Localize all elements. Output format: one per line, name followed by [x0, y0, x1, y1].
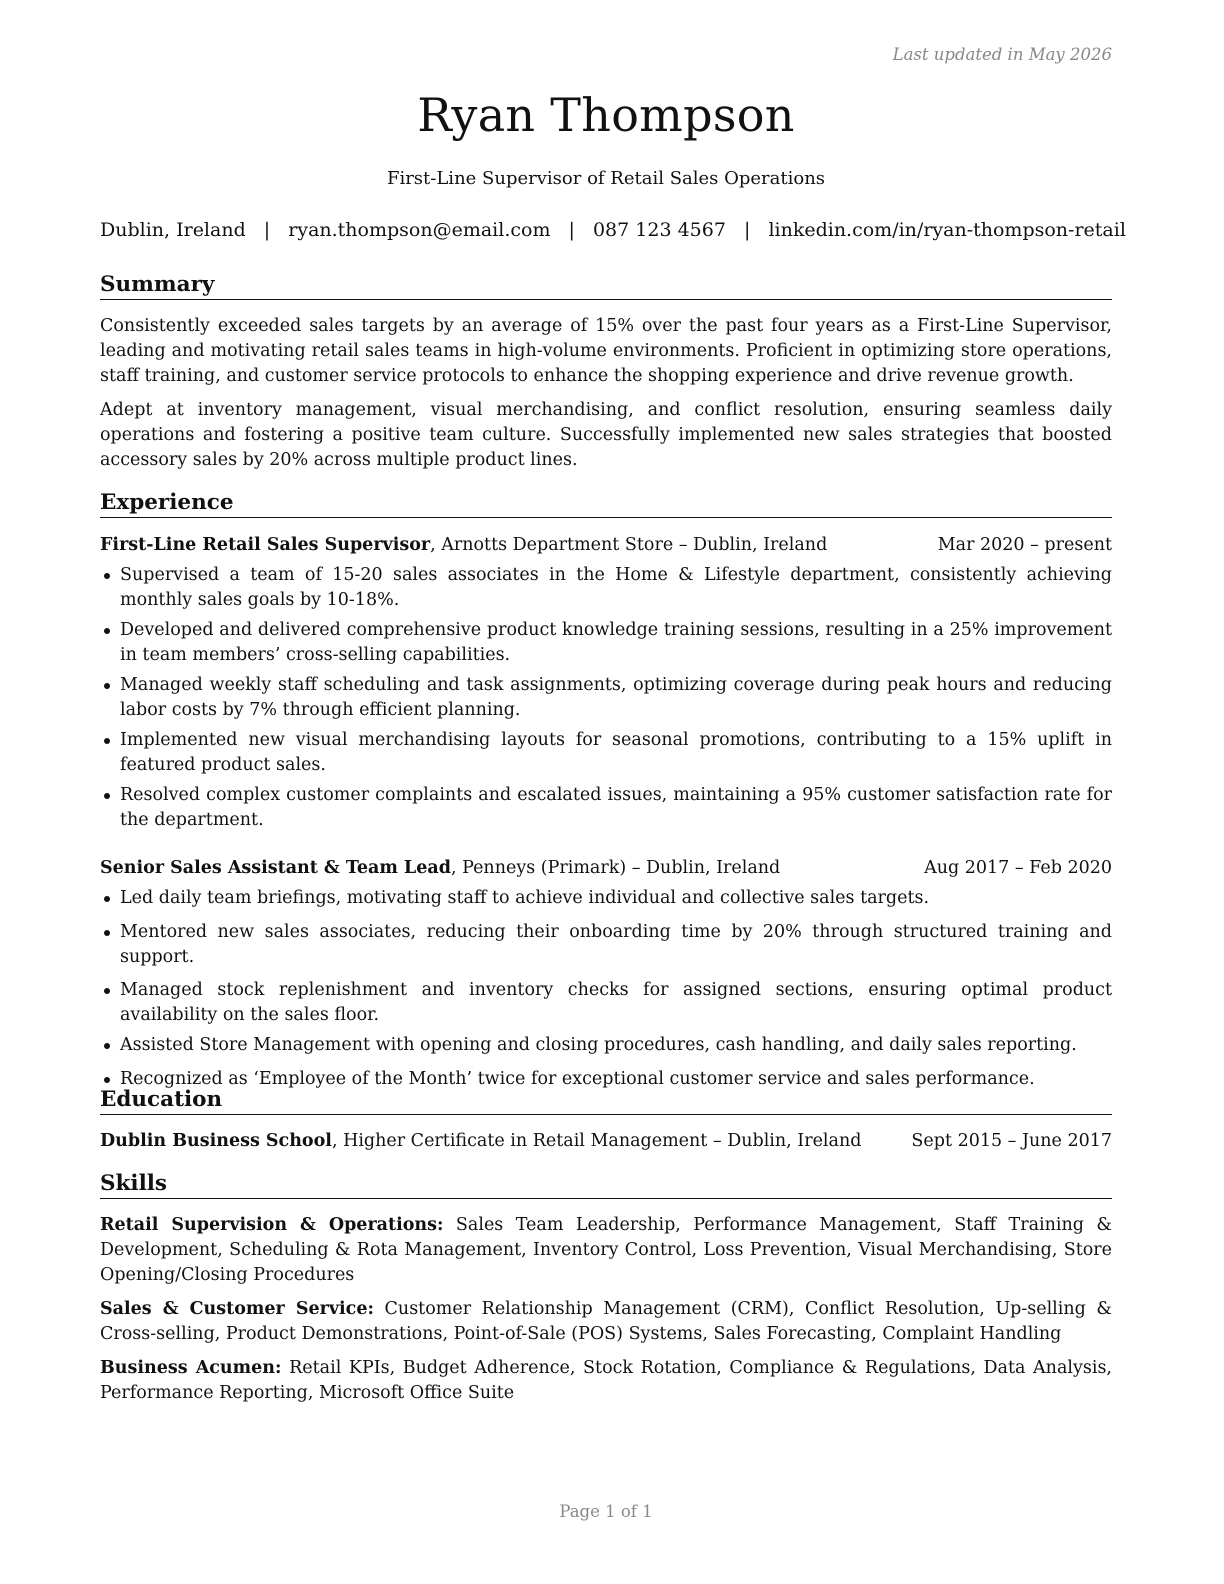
skill-group-label: Sales & Customer Service:	[100, 1299, 374, 1319]
skill-group	[100, 1297, 1112, 1347]
skill-group-items: Sales Team Leadership, Performance Management, Staff Training & Development, Scheduling & Rota Management, Inventory Control, Loss Prevention, Visual Merchandising, Store Opening/Closing Procedures	[100, 1215, 1112, 1286]
contact-separator: |	[568, 219, 575, 241]
resume-page	[100, 0, 1126, 1584]
contact-phone[interactable]: 087 123 4567	[592, 219, 726, 241]
skill-group-items: Customer Relationship Management (CRM), Conflict Resolution, Up-selling & Cross-selling, Product Demonstrations, Point-of-Sale (POS) Systems, Sales Forecasting, Complaint Handling	[100, 1299, 1112, 1345]
job-bullet: Developed and delivered comprehensive product knowledge training sessions, resulting in a 25% improvement in team members’ cross-selling capabilities.	[100, 618, 1112, 668]
job-dates: Aug 2017 – Feb 2020	[924, 858, 1112, 878]
job-bullet: Managed weekly staff scheduling and task assignments, optimizing coverage during peak hours and reducing labor costs by 7% through efficient planning.	[100, 673, 1112, 723]
summary-paragraph: Adept at inventory management, visual merchandising, and conflict resolution, ensuring seamless daily operations and fostering a positive team culture. Successfully implemented new sales strategies that boosted accessory sales by 20% across multiple product lines.	[100, 400, 1112, 471]
last-updated-note: Last updated in May 2026	[892, 45, 1112, 64]
job-bullet: Mentored new sales associates, reducing their onboarding time by 20% through structured training and support.	[100, 920, 1112, 970]
job-bullet: Led daily team briefings, motivating staff to achieve individual and collective sales targets.	[100, 886, 1112, 911]
job-title-line	[100, 856, 780, 881]
education-dates: Sept 2015 – June 2017	[911, 1131, 1112, 1151]
job-title-line	[100, 533, 827, 558]
skill-group	[100, 1356, 1112, 1406]
contact-location: Dublin, Ireland	[100, 219, 246, 241]
summary-heading: Summary	[100, 272, 1112, 300]
job-bullets	[100, 886, 1112, 1092]
education-detail: , Higher Certificate in Retail Management – Dublin, Ireland	[331, 1131, 862, 1151]
skill-group-label: Business Acumen:	[100, 1358, 282, 1378]
job-bullet: Recognized as ‘Employee of the Month’ twice for exceptional customer service and sales performance.	[100, 1067, 1112, 1092]
job-title: Senior Sales Assistant & Team Lead	[100, 858, 451, 878]
job-employer: , Arnotts Department Store – Dublin, Ireland	[430, 535, 828, 555]
candidate-headline: First-Line Supervisor of Retail Sales Operations	[386, 168, 826, 189]
job-bullet: Supervised a team of 15-20 sales associates in the Home & Lifestyle department, consistently achieving monthly sales goals by 10-18%.	[100, 563, 1112, 613]
job-title: First-Line Retail Sales Supervisor	[100, 535, 431, 555]
education-school: Dublin Business School	[100, 1131, 332, 1151]
education-heading: Education	[100, 1087, 1112, 1115]
contact-email[interactable]: ryan.thompson@email.com	[288, 219, 551, 241]
skills-heading: Skills	[100, 1171, 1112, 1199]
job-bullet: Managed stock replenishment and inventory checks for assigned sections, ensuring optimal product availability on the sales floor.	[100, 978, 1112, 1028]
job-bullet: Resolved complex customer complaints and escalated issues, maintaining a 95% customer satisfaction rate for the department.	[100, 783, 1112, 833]
job-header	[100, 533, 1112, 558]
page-number: Page 1 of 1	[559, 1502, 653, 1521]
skill-group-label: Retail Supervision & Operations:	[100, 1215, 444, 1235]
summary-paragraph: Consistently exceeded sales targets by an average of 15% over the past four years as a First-Line Supervisor, leading and motivating retail sales teams in high-volume environments. Proficient in optimizing store operations, staff training, and customer service protocols to enhance the shopping experience and drive revenue growth.	[100, 316, 1112, 387]
job-bullet: Assisted Store Management with opening and closing procedures, cash handling, and daily sales reporting.	[100, 1033, 1112, 1058]
experience-heading: Experience	[100, 490, 1112, 518]
contact-linkedin[interactable]: linkedin.com/in/ryan-thompson-retail	[768, 219, 1126, 241]
education-entry	[100, 1129, 1112, 1154]
skill-group	[100, 1213, 1112, 1289]
skill-group-items: Retail KPIs, Budget Adherence, Stock Rotation, Compliance & Regulations, Data Analysis, Performance Reporting, Microsoft Office Suite	[100, 1358, 1112, 1404]
candidate-name: Ryan Thompson	[417, 88, 795, 142]
contact-separator: |	[263, 219, 271, 241]
education-line	[100, 1129, 861, 1154]
job-bullets	[100, 563, 1112, 833]
job-dates: Mar 2020 – present	[937, 535, 1112, 555]
contact-line	[100, 219, 1126, 241]
job-bullet: Implemented new visual merchandising layouts for seasonal promotions, contributing to a 15% uplift in featured product sales.	[100, 728, 1112, 778]
job-employer: , Penneys (Primark) – Dublin, Ireland	[450, 858, 781, 878]
job-header	[100, 856, 1112, 881]
contact-separator: |	[743, 219, 751, 241]
